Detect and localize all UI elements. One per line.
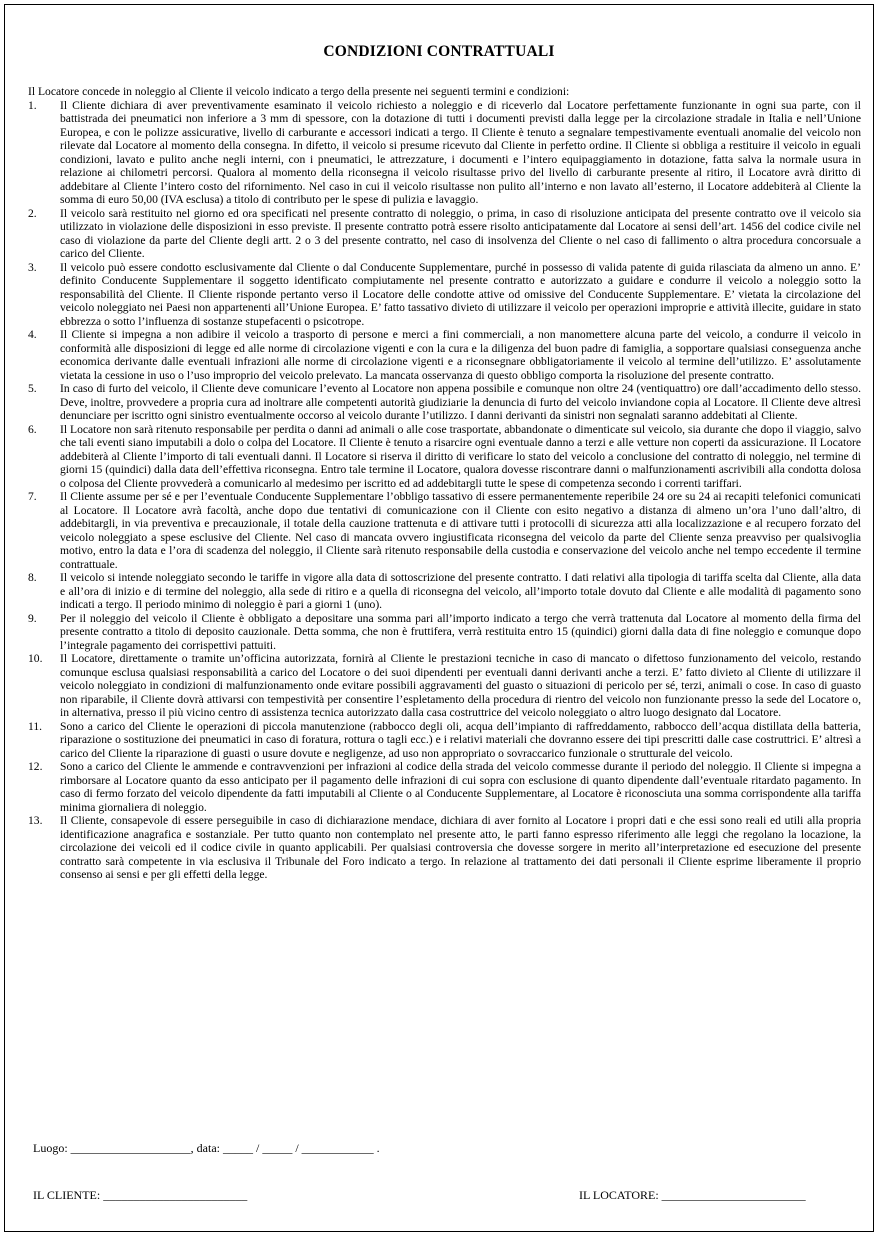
clause-text: Sono a carico del Cliente le ammende e contravvenzioni per infrazioni al codice della strada del veicolo commesse durante il periodo del noleggio. Il Cliente si impegna a rimborsare al Locatore quanto da esso anticipato per il pagamento delle infrazioni di cui sopra con esclusione di quanto dipendente dall’eventuale ritardato pagamento. In caso di fermo forzato del veicolo dipendente da fatti imputabili al Cliente o al Conducente Supplementare, al Locatore è riconosciuta una somma corrispondente alla tariffa minima giornaliera di noleggio. (60, 760, 861, 814)
clause-number: 9. (28, 611, 37, 625)
clause-4 (28, 328, 861, 382)
clause-number: 10. (28, 652, 43, 665)
clause-number: 5. (28, 382, 37, 395)
clause-number: 11. (28, 719, 43, 733)
clause-9 (28, 612, 861, 653)
clause-3 (28, 261, 861, 329)
page-title: CONDIZIONI CONTRATTUALI (323, 43, 555, 60)
clause-8 (28, 571, 861, 612)
contract-body (28, 85, 861, 882)
clause-text: Il Cliente, consapevole di essere perseguibile in caso di dichiarazione mendace, dichiara di aver fornito al Locatore i propri dati e che essi sono reali ed utili alla propria identificazione anagrafica e sostanziale. Per tutto quanto non contemplato nel presente atto, le parti fanno espresso riferimento alle leggi che regolano la locazione, la circolazione dei veicoli ed il codice civile in quanto applicabili. Per qualsiasi controversia che dovesse sorgere in merito all’interpretazione ed esecuzione del presente contratto sarà competente in via esclusiva il Tribunale del Foro indicato a tergo. In relazione al trattamento dei dati personali il Cliente esprime liberamente il proprio consenso ai sensi e per gli effetti della legge. (60, 814, 861, 881)
clause-7 (28, 490, 861, 571)
contract-page (4, 4, 874, 1232)
client-signature-line: IL CLIENTE: ________________________ (33, 1188, 248, 1202)
place-date-line: Luogo: ____________________, data: _____ / _____ / ____________ . (33, 1141, 380, 1155)
clause-text: Il Cliente si impegna a non adibire il veicolo a trasporto di persone e merci a fini commerciali, a non manomettere alcuna parte del veicolo, a condurre il veicolo in conformità alle disposizioni di legge ed alle norme di circolazione vigenti e con la cura e la diligenza del buon padre di famiglia, a sopportare qualsiasi conseguenza anche economica derivante dalle eventuali infrazioni alle norme di circolazione vigenti e a riconsegnare obbligatoriamente il veicolo al termine dell’utilizzo. E’ assolutamente vietata la cessione in uso o l’uso improprio del veicolo prelevato. La mancata osservanza di questo obbligo comporta la risoluzione del presente contratto. (60, 328, 861, 382)
clause-5 (28, 382, 861, 423)
clause-number: 3. (28, 260, 37, 274)
clauses-list (28, 99, 861, 882)
clause-text: Il Cliente assume per sé e per l’eventuale Conducente Supplementare l’obbligo tassativo di essere permanentemente reperibile 24 ore su 24 ai recapiti telefonici comunicati al Locatore. Il Locatore avrà facoltà, anche dopo due tentativi di comunicazione con il Cliente con esito negativo a distanza di almeno un’ora l’uno dall’altro, di addebitargli, in via preventiva e precauzionale, il totale della cauzione trattenuta e di attivare tutti i protocolli di sicurezza atti alla localizzazione e al recupero forzato del veicolo noleggiato a spese esclusive del Cliente. Nel caso di mancata ovvero ingiustificata riconsegna del veicolo da parte del Cliente senza preavviso per qualsivoglia motivo, entro la data e l’ora di scadenza del noleggio, il Cliente sarà ritenuto responsabile della custodia e conservazione del veicolo anche nel tempo eccedente il termine contrattuale. (60, 490, 861, 571)
clause-number: 7. (28, 490, 37, 503)
clause-12 (28, 760, 861, 814)
clause-text: Il veicolo sarà restituito nel giorno ed ora specificati nel presente contratto di noleggio, o prima, in caso di risoluzione anticipata del presente contratto ove il veicolo sia utilizzato in violazione delle disposizioni in esso previste. Il presente contratto potrà essere risolto anticipatamente dal Locatore ai sensi dell’art. 1456 del codice civile nel caso di violazione da parte del Cliente degli artt. 2 o 3 del presente contratto, nel caso di insolvenza del Cliente o nel caso di fallimento o altra procedura concorsuale a carico del Cliente. (60, 206, 861, 260)
clause-11 (28, 720, 861, 761)
clause-number: 12. (28, 760, 43, 773)
clause-text: Sono a carico del Cliente le operazioni di piccola manutenzione (rabbocco degli oli, acqua dell’impianto di raffreddamento, rabbocco dell’acqua distillata della batteria, riparazione o sostituzione dei pneumatici in caso di foratura, rottura o tagli ecc.) e i relativi materiali che dovranno essere dei tipi prescritti dalle case costruttrici. E’ altresì a carico del Cliente la riparazione di guasti o usure dovute e negligenze, ad uso non appropriato o sovraccarico funzionale o strutturale del veicolo. (60, 719, 861, 760)
clause-text: Il veicolo si intende noleggiato secondo le tariffe in vigore alla data di sottoscrizione del presente contratto. I dati relativi alla tipologia di tariffa scelta dal Cliente, alla data e all’ora di inizio e di termine del noleggio, alla sede di ritiro e a quella di riconsegna del veicolo, all’importo totale dovuto dal Cliente e alle modalità di pagamento sono indicati a tergo. Il periodo minimo di noleggio è pari a giorni 1 (uno). (60, 571, 861, 611)
clause-text: Il Cliente dichiara di aver preventivamente esaminato il veicolo richiesto a noleggio e di riceverlo dal Locatore perfettamente funzionante in ogni sua parte, con il battistrada dei pneumatici non inferiore a 3 mm di spessore, con la dotazione di tutti i documenti previsti dalla legge per la circolazione stradale in Italia e nell’Unione Europea, e con le polizze assicurative, livello di carburante e accessori indicati a tergo. Il Cliente è tenuto a segnalare tempestivamente eventuali anomalie del veicolo non rilevate dal Locatore al momento della consegna. In difetto, il veicolo si presume ricevuto dal Cliente in perfetto ordine. Il Cliente si obbliga a restituire il veicolo in eguali condizioni, lavato e pulito anche negli interni, con i pneumatici, le attrezzature, i documenti e l’intero equipaggiamento in dotazione, fatta salva la normale usura in relazione ai chilometri percorsi. Qualora al momento della riconsegna il veicolo risultasse privo del livello di carburante presente al ritiro, il Locatore avrà diritto di addebitare al Cliente l’intero costo del rifornimento. Nel caso in cui il veicolo risultasse non pulito all’interno e non lavato all’esterno, il Locatore addebiterà al Cliente la somma di euro 50,00 (IVA esclusa) a titolo di contributo per le spese di pulizia e lavaggio. (60, 98, 861, 206)
clause-6 (28, 423, 861, 491)
clause-number: 1. (28, 98, 37, 112)
clause-10 (28, 652, 861, 720)
clause-text: Il Locatore, direttamente o tramite un’officina autorizzata, fornirà al Cliente le prestazioni tecniche in caso di mancato o difettoso funzionamento del veicolo, restando comunque esclusa qualsiasi responsabilità a carico del Locatore o dei suoi dipendenti per eventuali danni derivanti anche a terzi. E’ fatto divieto al Cliente di utilizzare il veicolo noleggiato in condizioni di malfunzionamento onde evitare possibili aggravamenti del guasto o situazioni di pericolo per sé, terzi, animali o cose. In caso di guasto non riparabile, il Cliente dovrà attivarsi con tempestività per consentire l’espletamento della procedura di rientro del veicolo non funzionante presso la sede del Locatore o, in alternativa, presso il più vicino centro di assistenza tecnica autorizzato dalla casa costruttrice del veicolo noleggiato o altro luogo designato dal Locatore. (60, 652, 861, 719)
clause-13 (28, 814, 861, 882)
clause-text: Il Locatore non sarà ritenuto responsabile per perdita o danni ad animali o alle cose trasportate, abbandonate o dimenticate sul veicolo, sia durante che dopo il viaggio, salvo che tali eventi siano imputabili a dolo o colpa del Locatore. Il Cliente è tenuto a risarcire ogni eventuale danno a terzi e alle vetture non coperti da assicurazione. Il Locatore addebiterà al Cliente l’importo di tali eventuali danni. Il Locatore si riserva il diritto di verificare lo stato del veicolo a conclusione del contratto di noleggio, nel termine di giorni 15 (quindici) dalla data dell’effettiva riconsegna. Entro tale termine il Locatore, qualora dovesse riscontrare danni o malfunzionamenti ascrivibili alla condotta dolosa o colposa del Cliente provvederà a comunicarlo al medesimo per iscritto ed ad addebitargli tutte le spese di competenza secondo i correnti tariffari. (60, 422, 861, 490)
clause-text: Il veicolo può essere condotto esclusivamente dal Cliente o dal Conducente Supplementare, purché in possesso di valida patente di guida rilasciata da almeno un anno. E’ definito Conducente Supplementare il soggetto identificato compiutamente nel presente contratto e autorizzato a guidare e condurre il veicolo a noleggio sotto la responsabilità del Cliente. Il Cliente risponde pertanto verso il Locatore delle condotte attive od omissive del Conducente Supplementare. E’ vietata la circolazione del veicolo noleggiato nei Paesi non appartenenti all’Unione Europea. E’ fatto tassativo divieto di utilizzare il veicolo per operazioni improprie e attività illecite, guidare in stato ebbrezza o sotto l’influenza di sostanze stupefacenti o psicotrope. (60, 260, 861, 328)
clause-number: 2. (28, 206, 37, 220)
clause-1 (28, 99, 861, 207)
clause-text: Per il noleggio del veicolo il Cliente è obbligato a depositare una somma pari all’importo indicato a tergo che verrà trattenuta dal Locatore al momento della firma del presente contratto a titolo di deposito cauzionale. Detta somma, che non è fruttifera, verrà restituita entro 15 (quindici) giorni dalla data di fine noleggio e comunque dopo l’integrale pagamento dei corrispettivi pattuiti. (60, 611, 861, 652)
intro-paragraph: Il Locatore concede in noleggio al Cliente il veicolo indicato a tergo della presente nei seguenti termini e condizioni: (28, 85, 570, 98)
clause-number: 13. (28, 814, 43, 827)
clause-number: 4. (28, 328, 37, 341)
clause-text: In caso di furto del veicolo, il Cliente deve comunicare l’evento al Locatore non appena possibile e comunque non oltre 24 (ventiquattro) ore dall’accadimento dello stesso. Deve, inoltre, provvedere a propria cura ad inoltrare alle competenti autorità giudiziarie la denuncia di furto del veicolo inviandone copia al Locatore. Il Cliente deve altresì denunciare per iscritto ogni sinistro eventualmente occorso al veicolo durante l’utilizzo. I danni derivanti da sinistri non segnalati saranno addebitati al Cliente. (60, 382, 861, 422)
lessor-signature-line: IL LOCATORE: ________________________ (579, 1188, 806, 1202)
clause-number: 8. (28, 571, 37, 584)
clause-2 (28, 207, 861, 261)
clause-number: 6. (28, 422, 37, 436)
